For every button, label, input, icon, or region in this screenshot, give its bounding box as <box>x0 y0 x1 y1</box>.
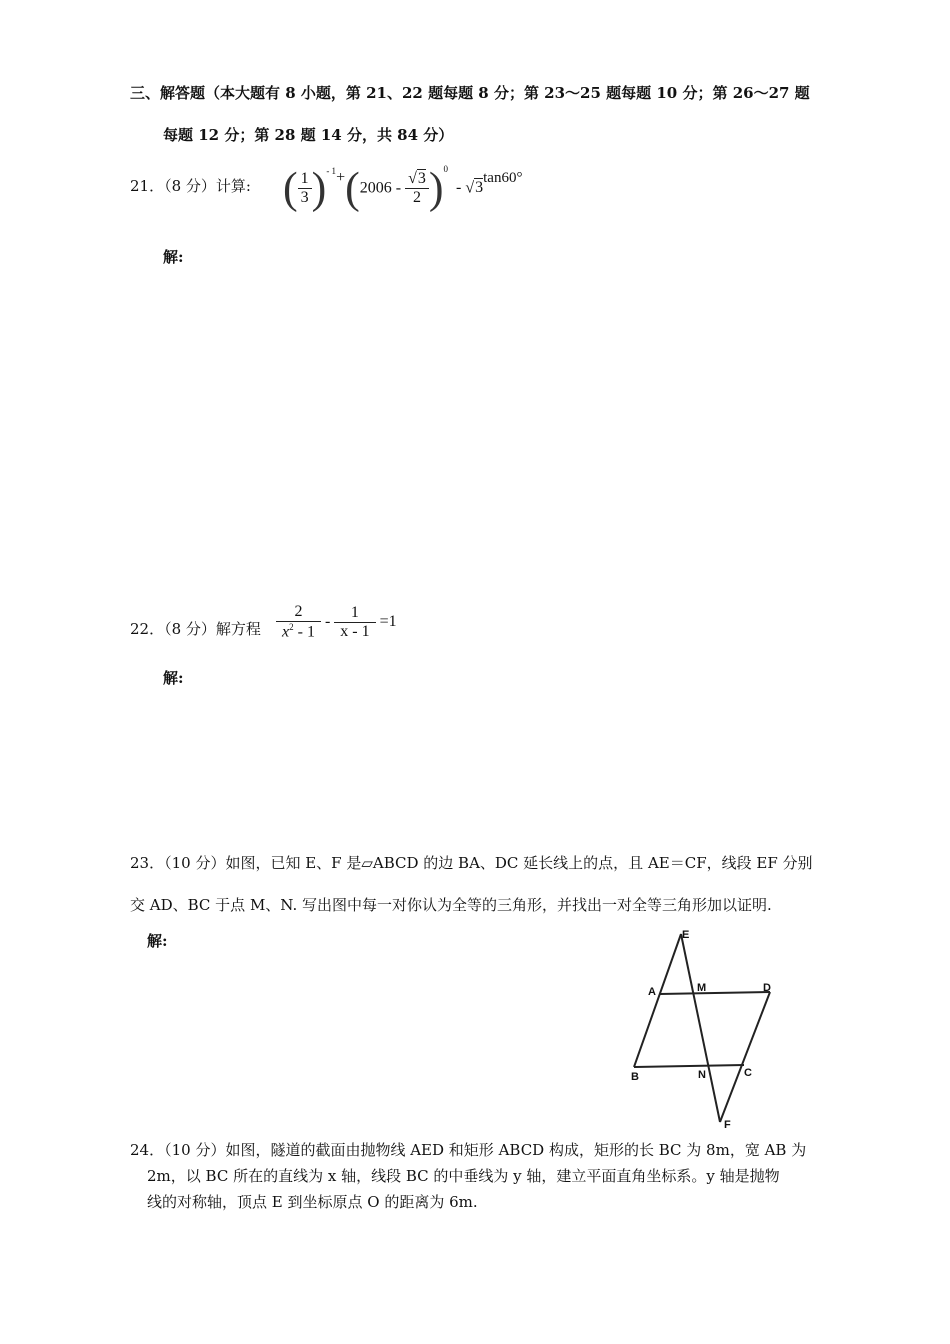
segment-BC <box>634 1065 744 1067</box>
label-A: A <box>648 986 656 998</box>
q24-stem-cont2: 线的对称轴，顶点 E 到坐标原点 O 的距离为 6m. <box>147 1193 478 1211</box>
q21-frac-one-third: $\frac{1}{3}$ <box>298 170 312 207</box>
segment-DF <box>720 992 770 1122</box>
segment-EF <box>681 934 720 1122</box>
segment-BE <box>634 934 681 1067</box>
q21-number: 21． <box>130 177 165 195</box>
label-M: M <box>697 982 707 994</box>
q23-stem-cont: 交 AD、BC 于点 M、N. 写出图中每一对你认为全等的三角形，并找出一对全等三角形加以证明. <box>130 896 772 914</box>
q21-tan: tan60° <box>483 170 523 186</box>
q24-stem: 24．（10 分）如图，隧道的截面由抛物线 AED 和矩形 ABCD 构成，矩形的长 BC 为 8m，宽 AB 为 <box>130 1141 807 1159</box>
q21-stem <box>130 175 251 196</box>
q24-number: 24． <box>130 1141 165 1159</box>
q24-stem-cont1: 2m，以 BC 所在的直线为 x 轴，线段 BC 的中垂线为 y 轴，建立平面直角坐标系。y 轴是抛物 <box>147 1167 780 1185</box>
q22-frac-1: $\frac{2}{x^2 - 1}$ <box>276 603 321 641</box>
section-heading: 三、解答题（本大题有 8 小题，第 21、22 题每题 8 分；第 23～25 题每题 10 分；第 26～27 题 <box>130 84 810 102</box>
q21-year: 2006 - <box>359 179 402 197</box>
q23-stem: 23．（10 分）如图，已知 E、F 是▱ABCD 的边 BA、DC 延长线上的点，且 AE＝CF，线段 EF 分别 <box>130 854 813 872</box>
parallelogram-figure <box>620 922 790 1134</box>
q22-formula: $\frac{2}{x^2 - 1}$ - $\frac{1}{x - 1}$ =1 <box>276 603 397 641</box>
label-D: D <box>763 982 771 994</box>
segment-AD <box>660 992 770 994</box>
q22-number: 22． <box>130 620 165 638</box>
q23-number: 23． <box>130 854 165 872</box>
q22-stem <box>130 618 261 639</box>
right-paren: ) <box>311 163 327 213</box>
label-C: C <box>744 1067 752 1079</box>
left-paren: ( <box>283 163 298 213</box>
q22-answer-label: 解: <box>163 669 184 687</box>
q23-answer-label: 解: <box>147 932 168 950</box>
label-B: B <box>631 1071 639 1083</box>
label-E: E <box>682 929 690 941</box>
q22-frac-2: $\frac{1}{x - 1}$ <box>334 604 375 641</box>
q21-answer-label: 解: <box>163 248 184 266</box>
q21-points: （8 分）计算: <box>164 177 251 195</box>
q22-points: （8 分）解方程 <box>164 620 261 638</box>
section-heading-cont: 每题 12 分；第 28 题 14 分，共 84 分） <box>163 126 454 144</box>
q21-formula: ( $\frac{1}{3}$ )$^{- 1}$+(2006 - $\frac{√3}{2}$ )$^0$ - √3tan60° <box>283 163 523 213</box>
label-F: F <box>724 1119 731 1131</box>
label-N: N <box>698 1069 706 1081</box>
q21-frac-root3-over-2: $\frac{√3}{2}$ <box>405 170 429 207</box>
